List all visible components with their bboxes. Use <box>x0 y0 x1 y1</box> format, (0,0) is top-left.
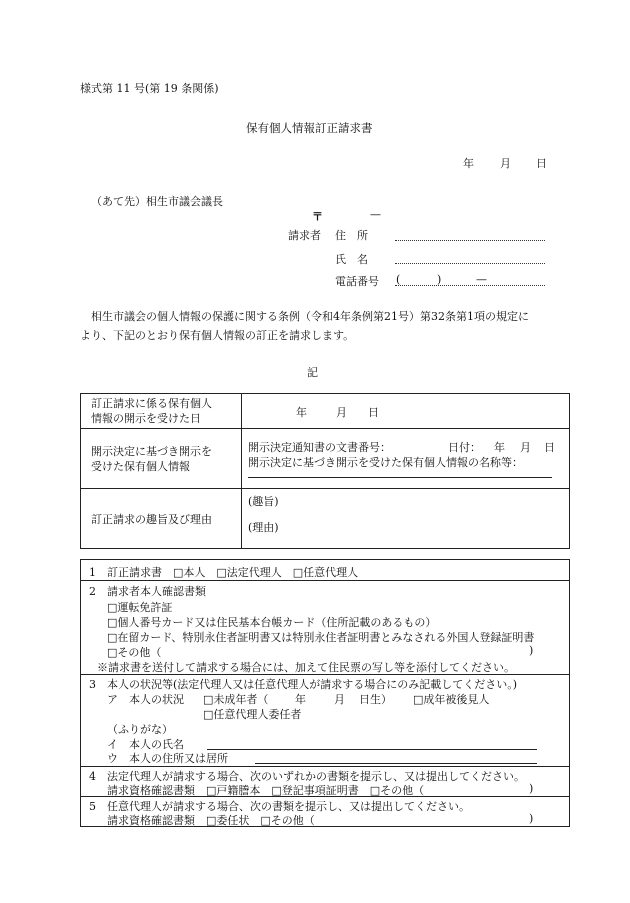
section-2-note: ※請求書を送付して請求する場合には、加えて住民票の写し等を添付してください。 <box>97 661 515 674</box>
phone-dash: — <box>476 273 487 286</box>
status-minor-year: 年 <box>295 693 306 706</box>
date-month: 月 <box>500 157 511 170</box>
request-details-table <box>80 393 570 549</box>
received-year: 年 <box>296 406 307 419</box>
section-2-title: 2 請求者本人確認書類 <box>89 585 206 598</box>
received-date-label-1: 訂正請求に係る保有個人 <box>91 397 212 410</box>
id-doc-drivers-license[interactable]: □運転免許証 <box>107 601 173 614</box>
document-title: 保有個人情報訂正請求書 <box>246 121 373 135</box>
status-minor[interactable]: □未成年者（ <box>203 693 269 706</box>
received-date-label-2: 情報の開示を受けた日 <box>91 412 201 425</box>
legal-agent-docs-close: ) <box>529 782 534 795</box>
phone-close-paren: ) <box>437 273 442 286</box>
disclosed-info-label-cell <box>81 429 242 489</box>
disclosed-info-label-2: 受けた保有個人情報 <box>91 459 190 473</box>
id-doc-mynumber-card[interactable]: □個人番号カード又は住民基本台帳カード（住所記載のあるもの） <box>107 616 437 629</box>
form-number: 様式第 11 号(第 19 条関係) <box>80 82 219 95</box>
received-day: 日 <box>368 406 379 419</box>
name-label: 氏 名 <box>335 253 368 266</box>
principal-address-field[interactable] <box>255 763 537 764</box>
notice-month: 月 <box>520 441 531 454</box>
phone-open-paren: ( <box>396 273 401 286</box>
notice-doc-number-label: 開示決定通知書の文書番号： <box>248 441 391 454</box>
name-field[interactable] <box>395 263 545 264</box>
id-doc-residence-card[interactable]: □在留カード、特別永住者証明書又は特別永住者証明書とみなされる外国人登録証明書 <box>107 631 535 644</box>
principal-name-label: イ 本人の氏名 <box>107 738 184 751</box>
notice-day: 日 <box>544 441 555 454</box>
received-date-label-cell <box>81 394 242 429</box>
status-minor-born: 日生） <box>359 693 392 706</box>
disclosed-info-name-line <box>248 477 552 478</box>
address-label: 住 所 <box>335 229 368 242</box>
status-minor-month: 月 <box>334 693 345 706</box>
section-4-title: 4 法定代理人が請求する場合、次のいずれかの書類を提示し、又は提出してください。 <box>89 770 525 783</box>
received-month: 月 <box>336 406 347 419</box>
voluntary-agent-docs-close: ) <box>529 812 534 825</box>
reason-label: (理由) <box>248 521 279 534</box>
requester-label: 請求者 <box>288 229 321 242</box>
id-doc-other-close: ) <box>529 644 534 657</box>
phone-field[interactable] <box>395 285 545 286</box>
divider-1 <box>81 580 569 581</box>
section-3-title: 3 本人の状況等(法定代理人又は任意代理人が請求する場合にのみ記載してください。) <box>89 678 518 691</box>
disclosed-info-label-1: 開示決定に基づき開示を <box>91 444 212 458</box>
status-label: ア 本人の状況 <box>107 693 184 706</box>
purpose-reason-label-cell <box>81 489 242 549</box>
disclosed-info-name-label: 開示決定に基づき開示を受けた保有個人情報の名称等： <box>248 456 523 469</box>
furigana-label: （ふりがな） <box>107 723 173 736</box>
divider-4 <box>81 796 569 797</box>
received-date-cell[interactable] <box>242 394 570 429</box>
date-year: 年 <box>463 157 474 170</box>
ki-label: 記 <box>307 366 318 379</box>
section-5-title: 5 任意代理人が請求する場合、次の書類を提示し、又は提出してください。 <box>89 800 470 813</box>
notice-year: 年 <box>494 441 505 454</box>
addressee: （あて先）相生市議会議長 <box>91 195 223 208</box>
purpose-reason-cell[interactable] <box>242 489 570 549</box>
postal-mark: 〒 <box>312 210 323 223</box>
postal-dash: — <box>370 208 381 221</box>
phone-label: 電話番号 <box>335 275 379 288</box>
intro-line-2: より、下記のとおり保有個人情報の訂正を請求します。 <box>80 329 355 342</box>
intro-line-1: 相生市議会の個人情報の保護に関する条例（令和4年条例第21号）第32条第1項の規定に <box>91 310 529 323</box>
checklist-box <box>80 559 570 827</box>
divider-3 <box>81 766 569 767</box>
divider-2 <box>81 674 569 675</box>
date-day: 日 <box>536 157 547 170</box>
purpose-reason-label: 訂正請求の趣旨及び理由 <box>91 512 212 526</box>
principal-address-label: ウ 本人の住所又は居所 <box>107 752 228 765</box>
purpose-label: (趣旨) <box>248 495 279 508</box>
principal-name-field[interactable] <box>207 749 537 750</box>
section-1-request-type[interactable]: 1 訂正請求書 □本人 □法定代理人 □任意代理人 <box>89 566 359 579</box>
legal-agent-docs[interactable]: 請求資格確認書類 □戸籍謄本 □登記事項証明書 □その他（ <box>107 784 425 797</box>
status-agent[interactable]: □任意代理人委任者 <box>203 708 302 721</box>
id-doc-other[interactable]: □その他（ <box>107 646 162 659</box>
notice-date-label: 日付： <box>448 441 481 454</box>
voluntary-agent-docs[interactable]: 請求資格確認書類 □委任状 □その他（ <box>107 814 315 827</box>
status-ward[interactable]: □成年被後見人 <box>413 693 490 706</box>
disclosed-info-cell[interactable] <box>242 429 570 489</box>
address-field[interactable] <box>395 240 545 241</box>
